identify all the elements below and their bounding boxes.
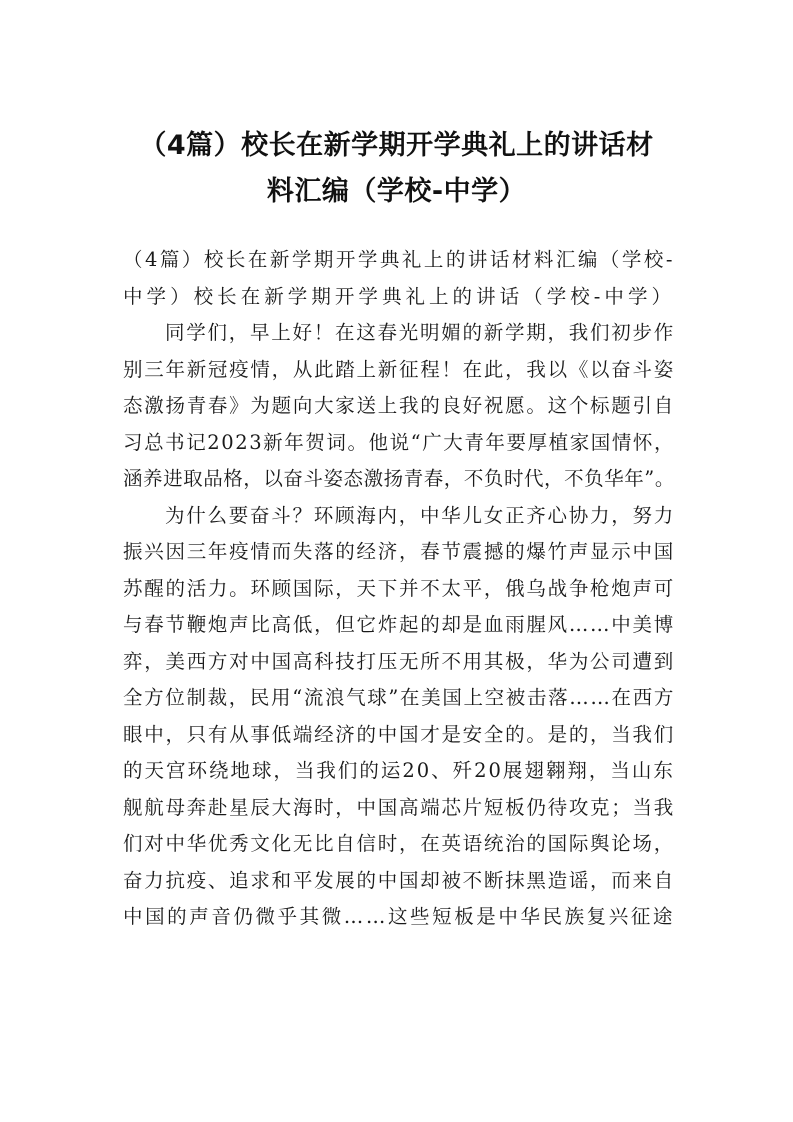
body-text-line: 全方位制裁，民用“流浪气球”在美国上空被击落……在西方 [123,686,675,709]
body-text-line: 眼中，只有从事低端经济的中国才是安全的。是的，当我们 [123,722,675,746]
body-text-line: 中学）校长在新学期开学典礼上的讲话（学校-中学） [123,284,676,308]
body-text-line: 与春节鞭炮声比高低，但它炸起的却是血雨腥风……中美博 [123,613,675,636]
body-text-line: 涵养进取品格，以奋斗姿态激扬青春，不负时代，不负华年”。 [123,467,675,490]
body-text-line: （4篇）校长在新学期开学典礼上的讲话材料汇编（学校- [123,248,675,271]
body-text-line: 为什么要奋斗？环顾海内，中华儿女正齐心协力，努力 [165,503,676,527]
document-body [123,242,675,936]
body-text-line: 态激扬青春》为题向大家送上我的良好祝愿。这个标题引自 [123,394,675,417]
document-title-line-1: （4篇）校长在新学期开学典礼上的讲话材 [139,130,654,161]
body-text-line: 奋力抗疫、追求和平发展的中国却被不断抹黑造谣，而来自 [123,868,675,892]
body-text-line: 同学们，早上好！在这春光明媚的新学期，我们初步作 [165,321,676,344]
body-text-line: 习总书记2023新年贺词。他说“广大青年要厚植家国情怀， [123,430,676,454]
body-text-line: 振兴因三年疫情而失落的经济，春节震撼的爆竹声显示中国 [123,540,675,563]
body-text-line: 的天宫环绕地球，当我们的运20、歼20展翅翱翔，当山东 [123,759,675,782]
body-text-line: 舰航母奔赴星辰大海时，中国高端芯片短板仍待攻克；当我 [123,795,675,819]
body-text-line: 别三年新冠疫情，从此踏上新征程！在此，我以《以奋斗姿 [123,357,675,381]
document-title-line-2: 料汇编（学校-中学） [266,176,527,207]
body-text-line: 苏醒的活力。环顾国际，天下并不太平，俄乌战争枪炮声可 [123,576,675,600]
body-text-line: 弈，美西方对中国高科技打压无所不用其极，华为公司遭到 [123,649,675,673]
body-text-line: 中国的声音仍微乎其微……这些短板是中华民族复兴征途 [123,905,675,928]
body-text-line: 们对中华优秀文化无比自信时，在英语统治的国际舆论场， [123,832,675,855]
